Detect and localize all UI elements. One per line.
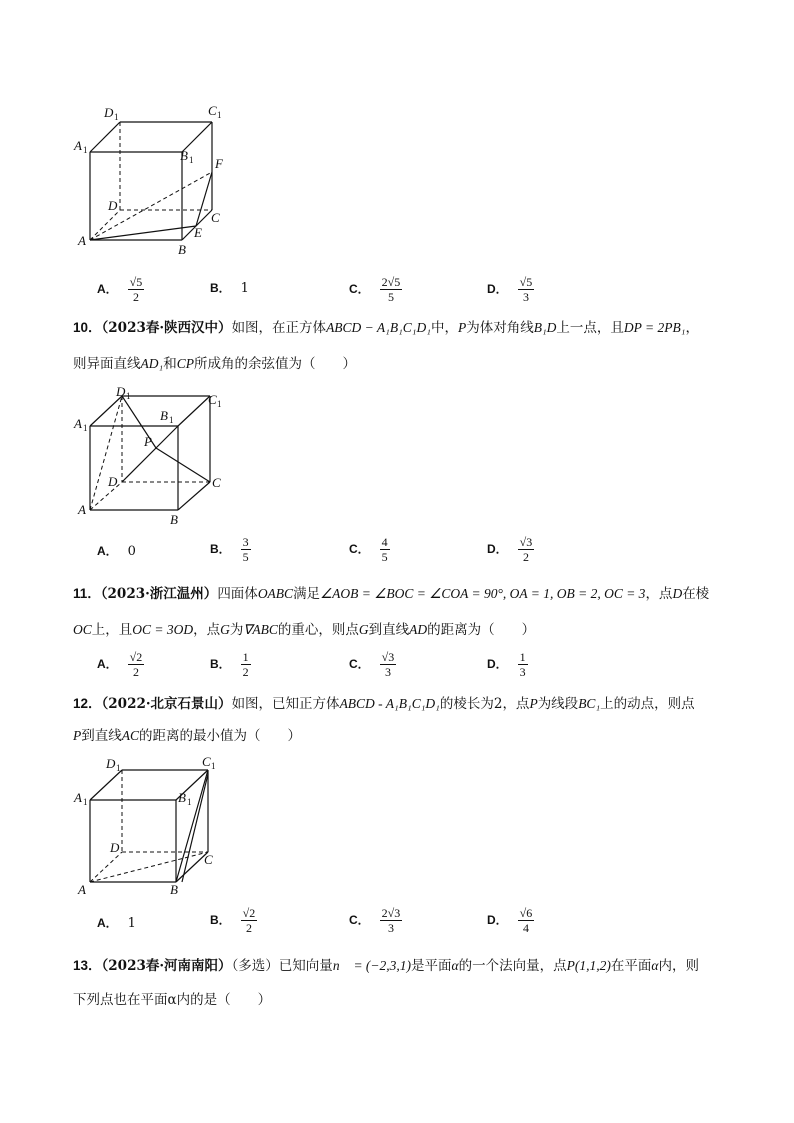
svg-text:1: 1 — [187, 797, 192, 807]
svg-text:1: 1 — [83, 145, 88, 155]
q12-option-c[interactable]: C． $\frac{2√3}{3}$ — [349, 906, 401, 935]
q12-line1: 12．（2022·北京石景山）如图，已知正方体ABCD - A₁B₁C₁D₁的棱长为2，点P为线段BC₁上的动点，则点 — [73, 696, 695, 712]
q9-option-b[interactable]: B． 1 — [210, 281, 249, 296]
q13-line1: 13．（2023春·河南南阳）（多选）已知向量n⃗ = (−2,3,1)是平面α的一个法向量，点P(1,1,2)在平面α内，则 — [73, 958, 699, 974]
label-D1: D — [104, 105, 114, 120]
label-B: B — [170, 882, 178, 897]
svg-text:1: 1 — [116, 763, 121, 773]
q11-line1: 11．（2023·浙江温州）四面体OABC满足∠AOB = ∠BOC = ∠COA = 90°, OA = 1, OB = 2, OC = 3，点D在棱 — [73, 586, 710, 602]
label-D1: D — [106, 756, 116, 771]
label-E: E — [194, 225, 202, 240]
figure-q12-cube — [70, 752, 240, 902]
q11-option-c[interactable]: C． $\frac{√3}{3}$ — [349, 650, 395, 679]
svg-text:1: 1 — [114, 112, 119, 122]
label-B1: B — [180, 148, 188, 163]
q10-option-b[interactable]: B． $\frac{3}{5}$ — [210, 535, 249, 564]
label-C: C — [204, 852, 213, 867]
svg-text:1: 1 — [126, 391, 131, 401]
label-C1: C — [202, 754, 211, 769]
figure-q10-cube — [70, 382, 240, 527]
q10-line1: 10．（2023春·陕西汉中）如图，在正方体ABCD − A₁B₁C₁D₁中，P为体对角线B₁D上一点，且DP = 2PB₁， — [73, 320, 699, 336]
q9-option-c[interactable]: C． $\frac{2√5}{5}$ — [349, 275, 401, 304]
label-C1: C — [208, 103, 217, 118]
label-C1: C — [208, 392, 217, 407]
label-A1: A — [74, 416, 82, 431]
svg-text:1: 1 — [189, 155, 194, 165]
label-A: A — [78, 882, 86, 897]
q11-option-b[interactable]: B． $\frac{1}{2}$ — [210, 650, 249, 679]
q12-option-b[interactable]: B． $\frac{√2}{2}$ — [210, 906, 256, 935]
label-B: B — [178, 242, 186, 257]
figure-q9-cube — [70, 100, 240, 260]
label-B1: B — [178, 790, 186, 805]
svg-text:1: 1 — [83, 423, 88, 433]
label-P: P — [144, 434, 152, 449]
label-D: D — [108, 198, 118, 213]
label-A: A — [78, 502, 86, 517]
q12-line2: P到直线AC的距离的最小值为（ ） — [73, 728, 302, 744]
q9-option-d[interactable]: D． $\frac{√5}{3}$ — [487, 275, 533, 304]
svg-text:1: 1 — [217, 110, 222, 120]
label-B: B — [170, 512, 178, 527]
q10-option-c[interactable]: C． $\frac{4}{5}$ — [349, 535, 388, 564]
label-A: A — [78, 233, 86, 248]
q10-line2: 则异面直线AD₁和CP所成角的余弦值为（ ） — [73, 356, 356, 372]
label-C: C — [211, 210, 220, 225]
svg-text:1: 1 — [211, 761, 216, 771]
label-D: D — [110, 840, 120, 855]
svg-text:1: 1 — [83, 797, 88, 807]
label-A1: A — [74, 138, 82, 153]
q9-option-a[interactable]: A． $\frac{√5}{2}$ — [97, 275, 143, 304]
svg-text:1: 1 — [217, 399, 222, 409]
svg-text:1: 1 — [169, 415, 174, 425]
label-D: D — [108, 474, 118, 489]
q10-option-d[interactable]: D． $\frac{√3}{2}$ — [487, 535, 533, 564]
q11-option-a[interactable]: A． $\frac{√2}{2}$ — [97, 650, 143, 679]
q10-option-a[interactable]: A． 0 — [97, 544, 136, 559]
label-F: F — [215, 156, 223, 171]
q12-option-d[interactable]: D． $\frac{√6}{4}$ — [487, 906, 533, 935]
label-D1: D — [116, 384, 126, 399]
label-C: C — [212, 475, 221, 490]
q13-line2: 下列点也在平面α内的是（ ） — [73, 992, 272, 1008]
label-A1: A — [74, 790, 82, 805]
q11-line2: OC上，且OC = 3OD，点G为∇ABC的重心，则点G到直线AD的距离为（ ） — [73, 622, 536, 638]
q12-option-a[interactable]: A． 1 — [97, 916, 136, 931]
label-B1: B — [160, 408, 168, 423]
q11-option-d[interactable]: D． $\frac{1}{3}$ — [487, 650, 526, 679]
